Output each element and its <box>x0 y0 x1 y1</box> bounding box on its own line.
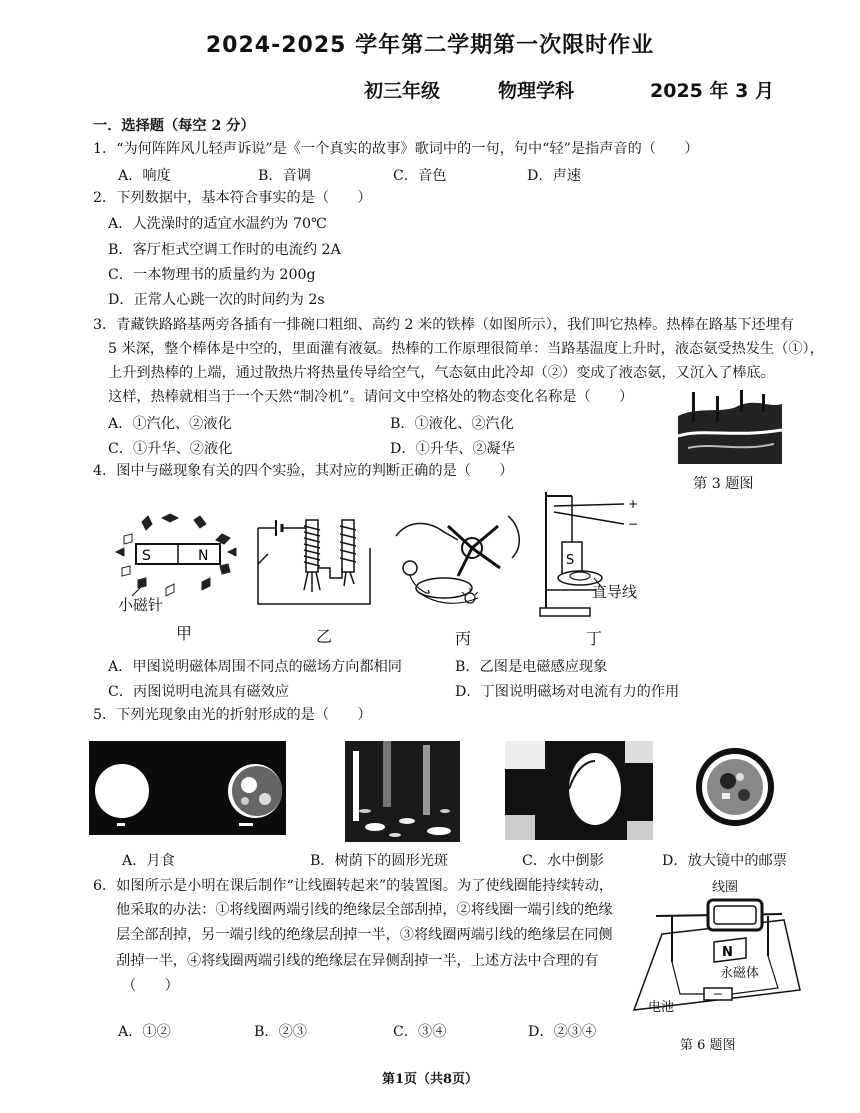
q3-line-3: 上升到热棒的上端，通过散热片将热量传导给空气，气态氨由此冷却（②）变成了液态氨，又沉入了棒底。 <box>108 365 775 381</box>
q6-option-d[interactable]: D．②③④ <box>528 1024 597 1040</box>
q1-stem: 1．“为何阵阵风儿轻声诉说”是《一个真实的故事》歌词中的一句，句中“轻”是指声音的（ ） <box>93 141 699 157</box>
q4-option-c[interactable]: C．丙图说明电流具有磁效应 <box>108 684 290 700</box>
q5-option-b[interactable]: B．树荫下的圆形光斑 <box>310 853 449 869</box>
date-label: 2025 年 3 月 <box>650 80 774 102</box>
q5-option-d[interactable]: D．放大镜中的邮票 <box>662 853 787 869</box>
q5-image-bridge-reflection <box>505 741 653 840</box>
q3-option-d[interactable]: D．①升华、②凝华 <box>390 441 515 457</box>
q4-option-a[interactable]: A．甲图说明磁体周围不同点的磁场方向都相同 <box>108 659 402 675</box>
section-heading: 一．选择题（每空 2 分） <box>93 118 255 134</box>
q3-line-2: 5 米深，整个棒体是中空的，里面灌有液氨。热棒的工作原理很简单：当路基温度上升时，液态氨受热发生（①）， <box>108 341 824 357</box>
q3-option-b[interactable]: B．①液化、②汽化 <box>390 416 514 432</box>
q4-label-yi: 乙 <box>316 627 333 646</box>
grade-label: 初三年级 <box>364 80 441 102</box>
q1-option-d[interactable]: D．声速 <box>527 168 581 184</box>
q1-option-b[interactable]: B．音调 <box>258 168 311 184</box>
q4-ding-s-pole: S <box>566 553 575 568</box>
q6-magnet-n-pole: N <box>722 945 733 960</box>
q4-fig-bing-generator <box>388 506 528 610</box>
q4-stem: 4．图中与磁现象有关的四个实验，其对应的判断正确的是（ ） <box>93 463 514 479</box>
q6-figure-caption: 第 6 题图 <box>680 1038 736 1053</box>
q6-option-c[interactable]: C．③④ <box>393 1024 447 1040</box>
subject-label: 物理学科 <box>498 80 575 102</box>
page-title: 2024-2025 学年第二学期第一次限时作业 <box>205 33 655 58</box>
q3-figure-caption: 第 3 题图 <box>693 476 754 492</box>
q3-line-4: 这样，热棒就相当于一个天然“制冷机”。请问文中空格处的物态变化名称是（ ） <box>108 389 634 405</box>
q4-jia-n-pole: N <box>198 548 209 564</box>
q2-option-c[interactable]: C．一本物理书的质量约为 200g <box>108 267 316 283</box>
q4-wire-label: 直导线 <box>592 583 638 601</box>
page-number: 第1页（共8页） <box>381 1072 479 1087</box>
q6-coil-label: 线圈 <box>712 880 739 895</box>
q4-fig-yi-electromagnets <box>250 508 376 608</box>
q6-line-2: 他采取的办法：①将线圈两端引线的绝缘层全部刮掉，②将线圈一端引线的绝缘 <box>116 902 613 918</box>
q1-option-a[interactable]: A．响度 <box>118 168 171 184</box>
q2-option-d[interactable]: D．正常人心跳一次的时间约为 2s <box>108 292 325 308</box>
q3-line-1: 3．青藏铁路路基两旁各插有一排碗口粗细、高约 2 米的铁棒（如图所示），我们叫它热棒。热棒在路基下还埋有 <box>93 317 794 333</box>
q2-option-b[interactable]: B．客厅柜式空调工作时的电流约 2A <box>108 242 341 258</box>
q6-line-4: 刮掉一半，④将线圈两端引线的绝缘层在异侧刮掉一半，上述方法中合理的有 <box>116 953 599 969</box>
q5-image-magnifier-stamp <box>692 741 779 835</box>
svg-text:−: − <box>628 517 639 531</box>
q5-option-c[interactable]: C．水中倒影 <box>522 853 604 869</box>
q6-line-1: 6．如图所示是小明在课后制作“让线圈转起来”的装置图。为了使线圈能持续转动， <box>93 878 614 894</box>
q4-label-jia: 甲 <box>176 624 193 643</box>
q5-image-eclipse <box>89 741 286 835</box>
q2-option-a[interactable]: A．人洗澡时的适宜水温约为 70℃ <box>108 216 327 232</box>
q6-option-a[interactable]: A．①② <box>118 1024 171 1040</box>
svg-text:+: + <box>628 497 639 511</box>
q3-heat-pipe-photo <box>678 386 782 464</box>
q6-line-5: （ ） <box>122 978 179 994</box>
q4-jia-s-pole: S <box>142 548 151 564</box>
q5-stem: 5．下列光现象由光的折射形成的是（ ） <box>93 707 372 723</box>
q4-label-ding: 丁 <box>586 629 603 648</box>
q4-option-d[interactable]: D．丁图说明磁场对电流有力的作用 <box>455 684 680 700</box>
q4-option-b[interactable]: B．乙图是电磁感应现象 <box>455 659 608 675</box>
q6-magnet-label: 永磁体 <box>720 966 760 981</box>
q1-option-c[interactable]: C．音色 <box>393 168 447 184</box>
q6-battery-label: 电池 <box>648 1000 675 1015</box>
q6-line-3: 层全部刮掉，另一端引线的绝缘层刮掉一半，③将线圈两端引线的绝缘层在同侧 <box>116 927 613 943</box>
q2-stem: 2．下列数据中，基本符合事实的是（ ） <box>93 190 372 206</box>
q3-option-c[interactable]: C．①升华、②液化 <box>108 441 233 457</box>
q6-option-b[interactable]: B．②③ <box>254 1024 307 1040</box>
q4-needle-label: 小磁针 <box>118 596 164 614</box>
q3-option-a[interactable]: A．①汽化、②液化 <box>108 416 232 432</box>
q5-option-a[interactable]: A．月食 <box>122 853 175 869</box>
q4-label-bing: 丙 <box>455 629 472 648</box>
q5-image-tree-shade <box>345 741 460 842</box>
